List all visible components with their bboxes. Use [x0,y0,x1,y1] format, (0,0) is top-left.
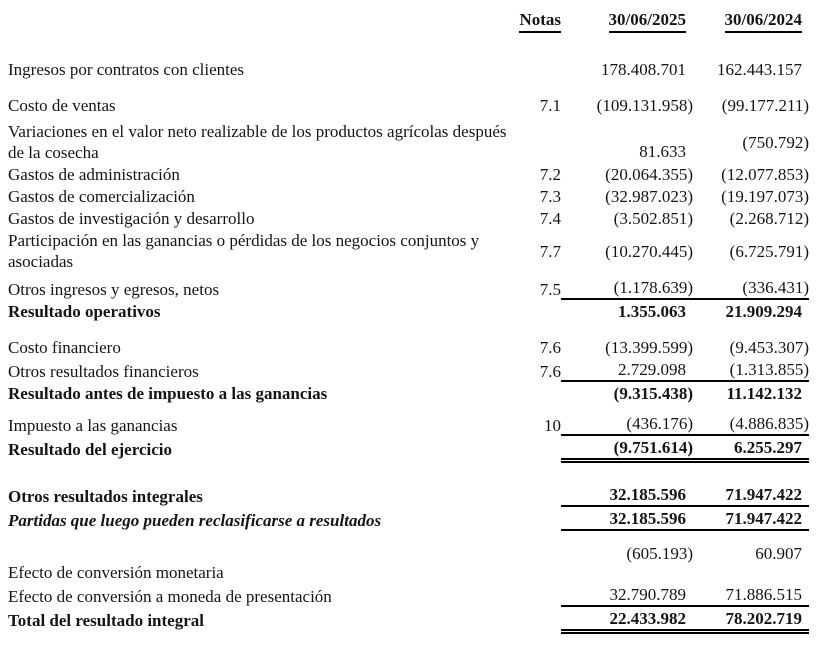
value-2025 [561,484,693,507]
value-2024-text: (99.177.211) [721,96,809,115]
value-2025 [561,230,693,272]
value-2025-text: (605.193) [626,544,693,563]
row-label [8,59,513,80]
value-2025 [561,608,693,631]
value-2024-text: 11.142.132 [726,384,802,403]
value-2025-text: (13.399.599) [605,338,693,357]
value-2024 [693,121,809,163]
value-2025-text: 32.185.596 [609,509,686,528]
value-2025 [561,164,693,185]
row-label [8,164,513,185]
row-nota [513,208,561,229]
column-header-2024-label: 30/06/2024 [725,9,802,33]
table-row [8,608,828,631]
value-2025-text: (109.131.958) [596,96,693,115]
value-2024 [693,95,809,116]
row-label-text: Efecto de conversión a moneda de presentación [8,587,332,606]
value-2025 [561,121,693,163]
table-row [8,337,828,358]
value-2024 [693,164,809,185]
row-label [8,486,513,507]
value-2024 [693,359,809,382]
row-label [8,95,513,116]
row-label [8,230,513,272]
value-2024 [693,186,809,207]
row-nota-text: 7.7 [539,241,561,261]
table-header-row [8,9,828,33]
value-2025-text: 81.633 [639,142,686,161]
table-row [8,121,828,163]
table-row [8,543,828,583]
row-nota [513,361,561,382]
value-2024 [693,230,809,272]
row-label-text: Otros resultados financieros [8,362,199,381]
row-label [8,301,513,322]
row-label-text: Costo financiero [8,338,121,357]
value-2025 [561,301,693,322]
table-row [8,413,828,436]
value-2025-text: (1.178.639) [613,278,693,297]
table-row [8,277,828,300]
value-2024 [693,437,809,460]
value-2024-text: 21.909.294 [725,302,802,321]
row-label-text: Resultado del ejercicio [8,440,172,459]
row-label-text: Resultado operativos [8,302,161,321]
row-nota [513,230,561,272]
row-label-text: Partidas que luego pueden reclasificarse a resultados [8,511,382,530]
column-header-notas [513,9,561,33]
value-2024 [693,413,809,436]
row-label [8,610,513,631]
value-2025 [561,383,693,404]
value-2025 [561,95,693,116]
value-2024-text: 162.443.157 [717,60,802,79]
row-nota-text: 10 [544,416,561,435]
table-row [8,584,828,607]
value-2025-text: (10.270.445) [605,241,693,261]
row-nota-text: 7.3 [539,187,561,206]
row-nota [513,415,561,436]
column-header-2024 [693,9,809,33]
value-2024-text: (12.077.853) [721,165,809,184]
value-2024-text: (750.792) [742,132,809,152]
row-nota [513,279,561,300]
value-2024-text: 60.907 [755,544,802,563]
value-2025 [561,359,693,382]
row-label-text: Impuesto a las ganancias [8,416,178,435]
table-row [8,164,828,185]
value-2025-text: (32.987.023) [605,187,693,206]
row-label-text: Gastos de comercialización [8,187,195,206]
row-label [8,208,513,229]
value-2024-text: (336.431) [742,278,809,297]
value-2025 [561,277,693,300]
value-2024 [693,584,809,607]
row-nota [513,543,561,583]
row-nota-text: 7.1 [539,96,561,115]
value-2025-text: (20.064.355) [605,165,693,184]
table-row [8,95,828,116]
value-2024-text: (9.453.307) [729,338,809,357]
table-row [8,484,828,507]
row-label-text: Variaciones en el valor neto realizable de los productos agrícolas después de la cosecha [8,122,507,162]
column-header-notas-label: Notas [519,9,561,33]
table-row [8,230,828,272]
value-2024 [693,59,809,80]
row-label-text: Costo de ventas [8,96,116,115]
value-2024-text: (4.886.835) [729,414,809,433]
row-label-text: Participación en las ganancias o pérdidas de los negocios conjuntos y asociadas [8,231,480,271]
row-label [8,439,513,460]
row-nota [513,337,561,358]
value-2025-text: 32.790.789 [609,585,686,604]
row-label [8,186,513,207]
value-2024-text: 71.947.422 [725,485,802,504]
value-2024-text: 71.947.422 [725,509,802,528]
row-label-text: Otros ingresos y egresos, netos [8,280,220,299]
table-row [8,359,828,382]
value-2025 [561,584,693,607]
table-row [8,437,828,460]
row-label-text: Resultado antes de impuesto a las ganancias [8,384,328,403]
value-2025-text: 1.355.063 [618,302,686,321]
statement-rows [8,59,828,631]
value-2025 [561,59,693,80]
row-nota [513,164,561,185]
value-2024-text: (19.197.073) [721,187,809,206]
value-2025 [561,543,693,583]
table-row [8,208,828,229]
row-nota [513,95,561,116]
value-2024-text: 71.886.515 [725,585,802,604]
value-2025 [561,337,693,358]
table-row [8,301,828,322]
column-header-2025-label: 30/06/2025 [609,9,686,33]
table-row [8,383,828,404]
row-label [8,415,513,436]
row-label-text: Efecto de conversión monetaria [8,563,224,582]
table-row [8,508,828,531]
value-2024 [693,301,809,322]
value-2025-text: 178.408.701 [601,60,686,79]
value-2024 [693,608,809,631]
row-label [8,543,513,583]
value-2025-text: (436.176) [626,414,693,433]
value-2025 [561,208,693,229]
value-2024-text: (2.268.712) [729,209,809,228]
row-nota-text: 7.6 [539,338,561,357]
value-2025-text: (9.315.438) [613,384,693,403]
row-nota [513,186,561,207]
row-label [8,586,513,607]
value-2024-text: (1.313.855) [729,360,809,379]
row-label [8,337,513,358]
value-2024 [693,277,809,300]
value-2024 [693,208,809,229]
value-2025 [561,413,693,436]
row-nota-text: 7.6 [539,362,561,381]
value-2025-text: (3.502.851) [613,209,693,228]
row-label [8,383,513,404]
value-2025-text: 22.433.982 [609,609,686,628]
row-label [8,361,513,382]
column-header-2025 [561,9,693,33]
value-2024 [693,383,809,404]
value-2025 [561,508,693,531]
value-2025-text: 32.185.596 [609,485,686,504]
value-2024 [693,484,809,507]
table-row [8,186,828,207]
row-label [8,121,513,163]
value-2025-text: 2.729.098 [618,360,686,379]
row-label-text: Gastos de administración [8,165,180,184]
row-nota [513,121,561,163]
row-label-text: Ingresos por contratos con clientes [8,60,245,79]
value-2025-text: (9.751.614) [613,438,693,457]
table-row [8,59,828,80]
row-label-text: Gastos de investigación y desarrollo [8,209,255,228]
row-label [8,279,513,300]
value-2024-text: 6.255.297 [734,438,802,457]
value-2025 [561,186,693,207]
value-2024-text: 78.202.719 [725,609,802,628]
row-label [8,510,513,531]
row-nota-text: 7.2 [539,165,561,184]
row-label-text: Total del resultado integral [8,611,204,630]
row-label-text: Otros resultados integrales [8,487,203,506]
value-2025 [561,437,693,460]
value-2024 [693,337,809,358]
row-nota-text: 7.5 [539,280,561,299]
row-nota-text: 7.4 [539,209,561,228]
value-2024 [693,508,809,531]
value-2024-text: (6.725.791) [729,241,809,261]
value-2024 [693,543,809,583]
